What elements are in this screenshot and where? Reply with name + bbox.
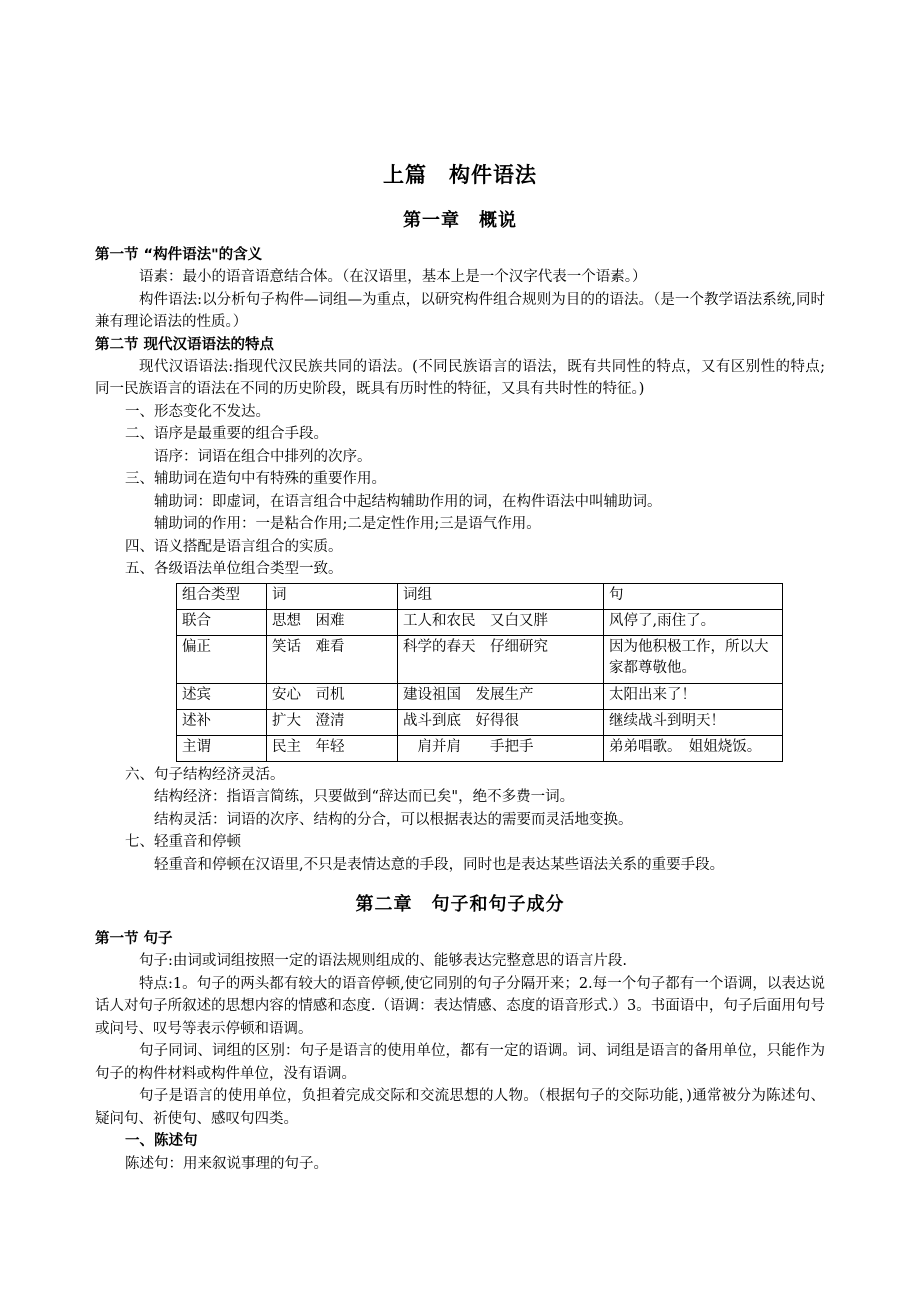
chapter-title-2: 第二章 句子和句子成分 (355, 894, 565, 915)
list-item-7: 七、轻重音和停顿 (125, 834, 241, 850)
list-item-2-sub-1: 语序：词语在组合中排列的次序。 (154, 448, 372, 465)
cell-sentence: 太阳出来了！ (604, 683, 783, 709)
cell-sentence: 风停了,雨住了。 (604, 609, 783, 635)
cell-type: 联合 (177, 609, 267, 635)
table-row (177, 609, 783, 635)
paragraph-component-grammar: 构件语法:以分析句子构件—词组—为重点，以研究构件组合规则为目的的语法。（是一个教学语法系统,同时兼有理论语法的性质。） (95, 291, 825, 330)
grammar-table-container (95, 583, 825, 762)
cell-word: 安心 司机 (267, 683, 398, 709)
list-item-4: 四、语义搭配是语言组合的实质。 (125, 538, 343, 555)
list-item-6-sub-1: 结构经济：指语言简练，只要做到“辞达而已矣"，绝不多费一词。 (154, 789, 575, 805)
table-row (177, 635, 783, 683)
table-header-sentence: 句 (604, 583, 783, 609)
paragraph-declarative-definition: 陈述句：用来叙说事理的句子。 (125, 1155, 328, 1172)
paragraph-sentence-features: 特点:1。句子的两头都有较大的语音停顿,使它同别的句子分隔开来；2.每一个句子都有一个语调，以表达说话人对句子所叙述的思想内容的情感和态度.（语调：表达情感、态度的语音形式.）3。书面语中，句子后面用句号或问号、叹号等表示停顿和语调。 (95, 975, 825, 1037)
paragraph-morpheme: 语素：最小的语音语意结合体。（在汉语里，基本上是一个汉字代表一个语素。） (139, 269, 647, 285)
table-header-word: 词 (267, 583, 398, 609)
cell-phrase: 工人和农民 又白又胖 (398, 609, 604, 635)
list-item-5: 五、各级语法单位组合类型一致。 (125, 561, 343, 577)
list-item-6: 六、句子结构经济灵活。 (125, 766, 285, 783)
list-item-7-sub-1: 轻重音和停顿在汉语里,不只是表情达意的手段，同时也是表达某些语法关系的重要手段。 (154, 856, 725, 873)
cell-type: 述补 (177, 709, 267, 735)
cell-phrase: 战斗到底 好得很 (398, 709, 604, 735)
table-header-type: 组合类型 (177, 583, 267, 609)
section-heading-1-2: 第二节 现代汉语语法的特点 (95, 336, 275, 353)
cell-type: 主谓 (177, 735, 267, 761)
cell-sentence: 因为他积极工作，所以大家都尊敬他。 (604, 635, 783, 683)
list-item-1: 一、形态变化不发达。 (125, 403, 270, 420)
table-header-phrase: 词组 (398, 583, 604, 609)
section-heading-2-1: 第一节 句子 (95, 931, 173, 947)
cell-phrase: 肩并肩 手把手 (398, 735, 604, 761)
table-row (177, 735, 783, 761)
subsection-heading-declarative: 一、陈述句 (125, 1133, 198, 1149)
cell-word: 民主 年轻 (267, 735, 398, 761)
paragraph-sentence-function: 句子是语言的使用单位，负担着完成交际和交流思想的人物。（根据句子的交际功能，)通常被分为陈述句、疑问句、祈使句、感叹句四类。 (95, 1088, 825, 1127)
cell-sentence: 弟弟唱歌。 姐姐烧饭。 (604, 735, 783, 761)
cell-word: 思想 困难 (267, 609, 398, 635)
chapter-title-1: 第一章 概说 (403, 210, 517, 231)
cell-type: 述宾 (177, 683, 267, 709)
cell-type: 偏正 (177, 635, 267, 683)
part-title: 上篇 构件语法 (383, 163, 537, 187)
table-row (177, 709, 783, 735)
list-item-3: 三、辅助词在造句中有特殊的重要作用。 (125, 471, 386, 487)
list-item-3-sub-1: 辅助词：即虚词，在语言组合中起结构辅助作用的词，在构件语法中叫辅助词。 (154, 493, 662, 510)
cell-phrase: 建设祖国 发展生产 (398, 683, 604, 709)
paragraph-modern-chinese-grammar: 现代汉语语法:指现代汉民族共同的语法。(不同民族语言的语法，既有共同性的特点，又有区别性的特点; 同一民族语言的语法在不同的历史阶段，既具有历时性的特征，又具有共时性的特征。) (95, 358, 825, 397)
table-header-row (177, 583, 783, 609)
table-row (177, 683, 783, 709)
paragraph-sentence-definition: 句子:由词或词组按照一定的语法规则组成的、能够表达完整意思的语言片段. (139, 953, 627, 969)
grammar-table (176, 583, 783, 762)
list-item-3-sub-2: 辅助词的作用：一是粘合作用;二是定性作用;三是语气作用。 (154, 516, 541, 532)
section-heading-1-1: 第一节 “构件语法"的含义 (95, 247, 263, 263)
list-item-6-sub-2: 结构灵活：词语的次序、结构的分合，可以根据表达的需要而灵活地变换。 (154, 811, 633, 828)
cell-phrase: 科学的春天 仔细研究 (398, 635, 604, 683)
list-item-2: 二、语序是最重要的组合手段。 (125, 426, 328, 442)
cell-word: 扩大 澄清 (267, 709, 398, 735)
paragraph-sentence-vs-word: 句子同词、词组的区别：句子是语言的使用单位，都有一定的语调。词、词组是语言的备用单位，只能作为句子的构件材料或构件单位，没有语调。 (95, 1043, 825, 1082)
cell-word: 笑话 难看 (267, 635, 398, 683)
cell-sentence: 继续战斗到明天！ (604, 709, 783, 735)
